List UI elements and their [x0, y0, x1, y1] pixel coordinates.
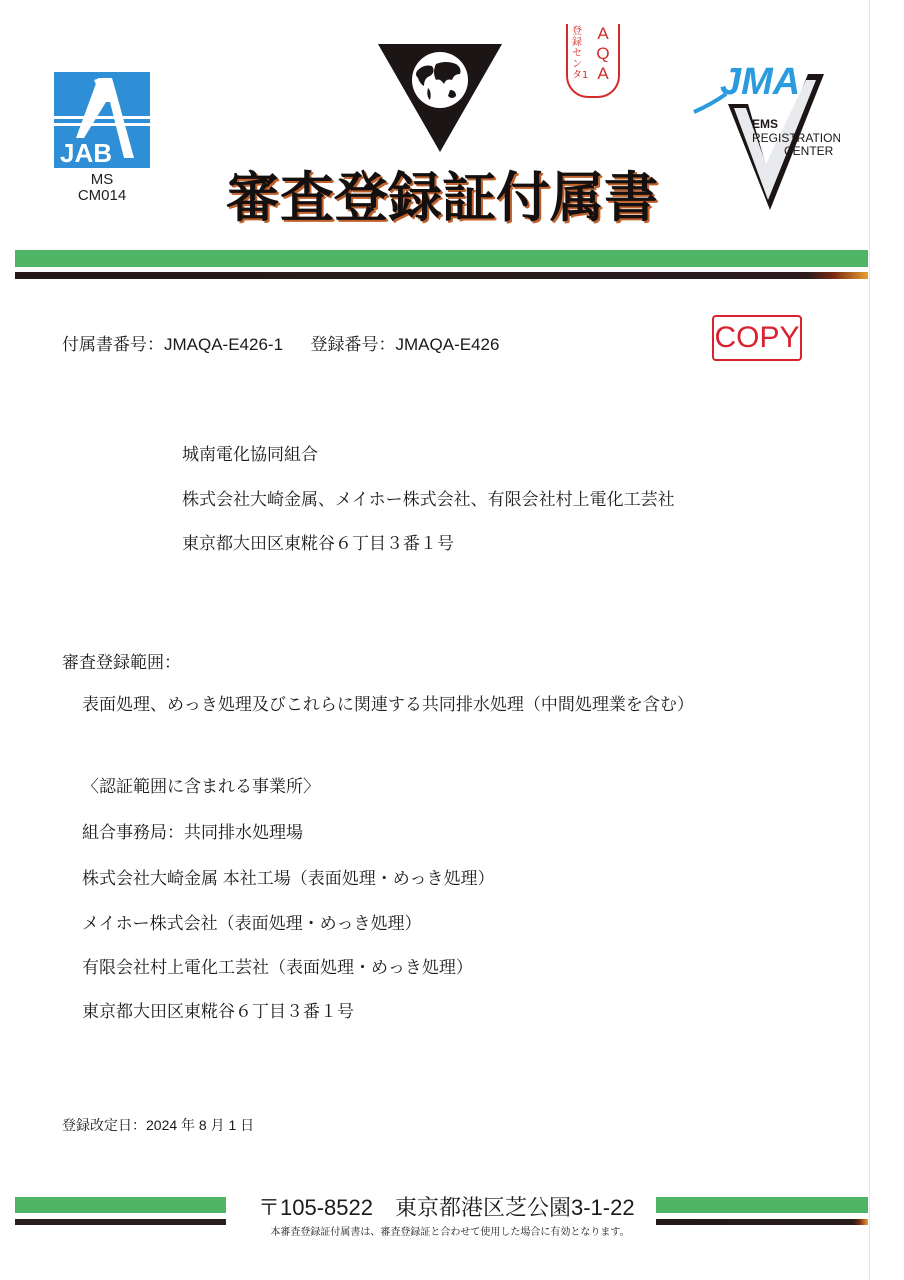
svg-text:CENTER: CENTER [784, 144, 834, 158]
copy-stamp: COPY [712, 315, 802, 361]
jab-logo [54, 72, 150, 168]
scope-label: 審査登録範囲： [62, 653, 181, 672]
site-item: 有限会社村上電化工芸社（表面処理・めっき処理） [82, 958, 473, 977]
site-item: メイホー株式会社（表面処理・めっき処理） [82, 914, 422, 933]
globe-icon [378, 44, 502, 154]
jma-check-icon [690, 60, 840, 220]
organization-name: 城南電化協同組合 [182, 445, 318, 464]
jab-accreditation-code [54, 172, 150, 204]
organization-members: 株式会社大崎金属、メイホー株式会社、有限会社村上電化工芸社 [182, 490, 675, 509]
footer-green-bar-left [15, 1197, 226, 1213]
seal-letter: A [597, 24, 609, 43]
seal-right-text [593, 24, 613, 84]
appendix-number-value: JMAQA-E426-1 [164, 335, 284, 354]
footer-address: 〒105-8522 東京都港区芝公園3-1-22 [258, 1195, 635, 1220]
jab-mountain-icon [54, 72, 150, 168]
header-dark-bar [15, 272, 868, 279]
svg-text:JAB: JAB [60, 138, 113, 168]
appendix-number-label: 付属書番号 [62, 335, 147, 354]
jab-sub-line1: MS [90, 171, 114, 188]
separator: ： [147, 335, 164, 354]
site-item: 組合事務局：共同排水処理場 [82, 823, 303, 842]
registration-seal [566, 24, 620, 98]
footer-dark-bar-left [15, 1219, 226, 1225]
document-title: 審査登録証付属書 [226, 165, 658, 229]
jab-sub-line2: CM014 [77, 187, 127, 204]
seal-letter: A [597, 64, 609, 83]
svg-text:JMA: JMA [720, 61, 801, 103]
seal-letter: Q [596, 44, 610, 63]
sites-heading: 〈認証範囲に含まれる事業所〉 [82, 777, 320, 796]
footer-validity-note: 本審査登録証付属書は、審査登録証と合わせて使用した場合に有効となります。 [270, 1227, 630, 1238]
revision-line [62, 1115, 254, 1135]
revision-label: 登録改定日： [62, 1117, 146, 1133]
revision-date: 2024 年 8 月 1 日 [146, 1117, 255, 1133]
jma-ems-logo [690, 60, 840, 224]
svg-text:REGISTRATION: REGISTRATION [752, 131, 840, 145]
footer-dark-bar-right [656, 1219, 868, 1225]
globe-triangle-emblem [378, 44, 502, 158]
site-item: 東京都大田区東糀谷６丁目３番１号 [82, 1002, 354, 1021]
scope-text: 表面処理、めっき処理及びこれらに関連する共同排水処理（中間処理業を含む） [82, 695, 694, 714]
registration-number-label: 登録番号 [310, 335, 379, 354]
organization-address: 東京都大田区東糀谷６丁目３番１号 [182, 534, 454, 553]
page-edge [869, 0, 870, 1280]
seal-left-text: 登録センタ1 [572, 26, 589, 81]
site-item: 株式会社大崎金属 本社工場（表面処理・めっき処理） [82, 869, 495, 888]
header-green-bar [15, 250, 868, 267]
registration-number-value: JMAQA-E426 [395, 335, 500, 354]
separator: ： [378, 335, 396, 354]
reference-line [62, 330, 499, 355]
footer-green-bar-right [656, 1197, 868, 1213]
svg-text:EMS: EMS [752, 117, 779, 131]
